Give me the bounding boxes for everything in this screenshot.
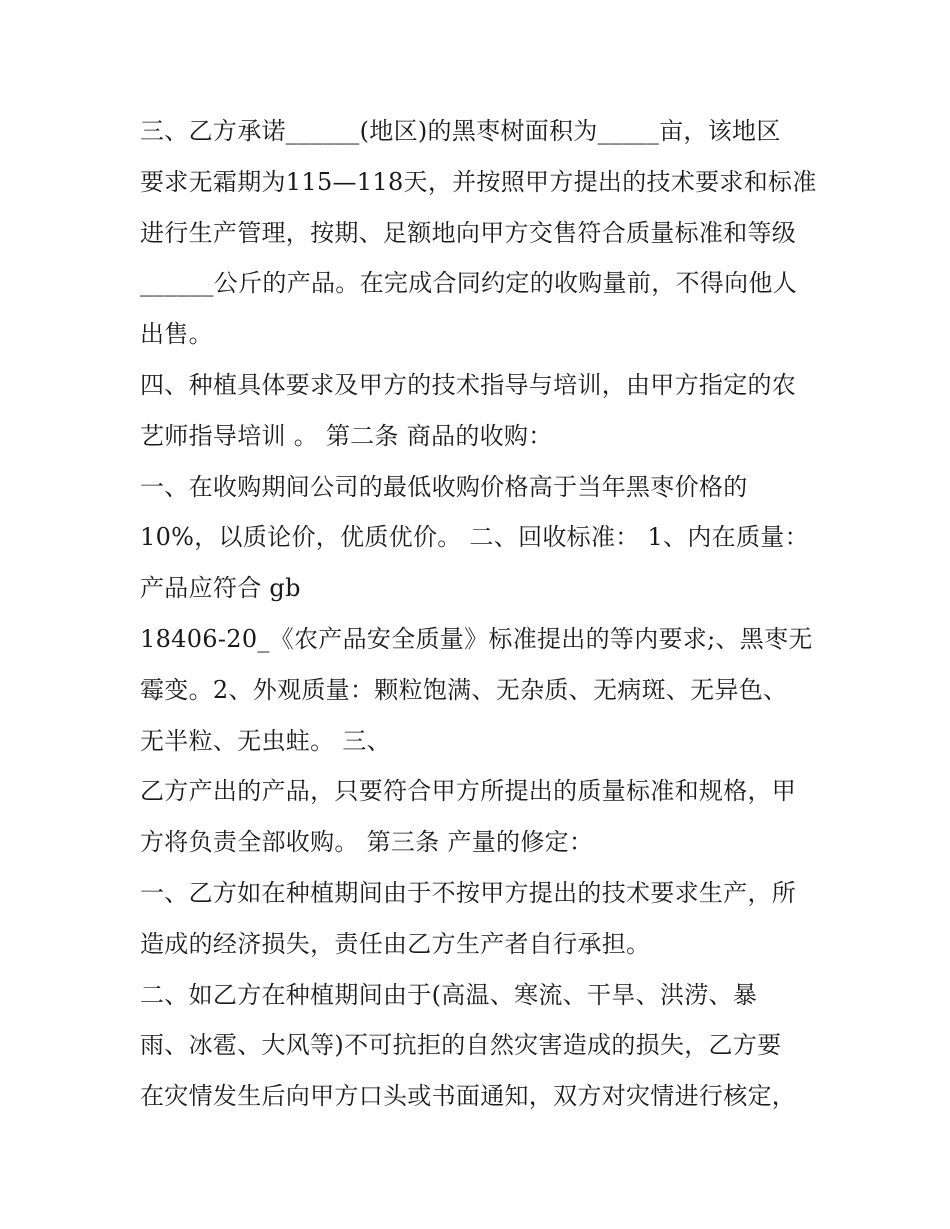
text-line: 三、乙方承诺______(地区)的黑枣树面积为_____亩，该地区 [140,117,781,145]
text-line: 产品应符合 gb [140,574,301,603]
text-line: 乙方产出的产品，只要符合甲方所提出的质量标准和规格，甲 [140,777,797,806]
text-line: 进行生产管理，按期、足额地向甲方交售符合质量标准和等级 [140,218,797,247]
text-line: 二、如乙方在种植期间由于(高温、寒流、干旱、洪涝、暴 [140,980,758,1009]
text-line: 要求无霜期为115—118天，并按照甲方提出的技术要求和标准 [140,167,817,196]
text-line: 艺师指导培训 。 第二条 商品的收购： [140,421,553,450]
text-line: 雨、冰雹、大风等)不可抗拒的自然灾害造成的损失，乙方要 [140,1031,782,1060]
text-line: 无半粒、无虫蛀。 三、 [140,726,391,755]
text-line: 10%，以质论价，优质优价。 二、回收标准： 1、内在质量： [140,523,809,552]
text-line: 四、种植具体要求及甲方的技术指导与培训，由甲方指定的农 [140,370,797,399]
text-line: 造成的经济损失，责任由乙方生产者自行承担。 [140,929,651,958]
contract-body [140,106,820,1122]
text-line: ______公斤的产品。在完成合同约定的收购量前，不得向他人 [140,269,797,298]
text-line: 在灾情发生后向甲方口头或书面通知，双方对灾情进行核定， [140,1082,797,1111]
text-line: 18406-20_《农产品安全质量》标准提出的等内要求;、黑枣无 [140,624,813,653]
text-line: 一、乙方如在种植期间由于不按甲方提出的技术要求生产，所 [140,878,797,907]
text-line: 出售。 [140,320,213,349]
text-line: 霉变。2、外观质量：颗粒饱满、无杂质、无病斑、无异色、 [140,675,788,704]
text-line: 方将负责全部收购。 第三条 产量的修定： [140,828,594,857]
text-line: 一、在收购期间公司的最低收购价格高于当年黑枣价格的 [140,472,748,501]
